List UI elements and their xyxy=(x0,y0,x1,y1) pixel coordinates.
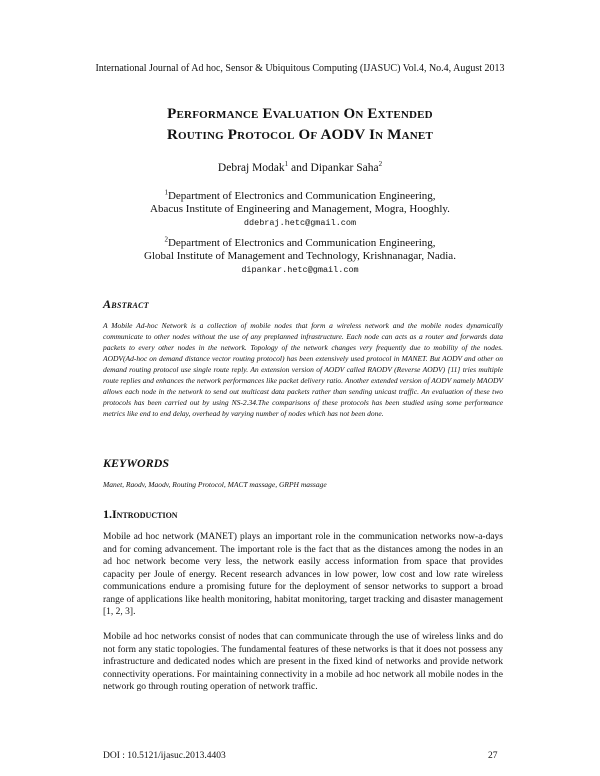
affiliation-2 xyxy=(0,237,600,277)
title-line-2: Routing Protocol Of AODV In Manet xyxy=(167,127,433,143)
section-title: Introduction xyxy=(112,507,178,521)
author-joiner: and xyxy=(291,162,308,174)
affiliation-department: Department of Electronics and Communication Engineering, xyxy=(167,190,436,202)
author-name: Dipankar Saha xyxy=(310,162,379,174)
affiliation-institute: Abacus Institute of Engineering and Management, Mogra, Hooghly. xyxy=(150,203,450,215)
page-number: 27 xyxy=(488,751,498,761)
author-email: ddebraj.hetc@gmail.com xyxy=(243,218,357,228)
author-name: Debraj Modak xyxy=(217,162,285,174)
affiliation-mark: 2 xyxy=(378,160,383,169)
paper-title xyxy=(0,104,600,146)
footer-doi: DOI : 10.5121/ijasuc.2013.4403 xyxy=(103,751,226,761)
affiliation-institute: Global Institute of Management and Technology, Krishnanagar, Nadia. xyxy=(144,250,456,262)
author-email: dipankar.hetc@gmail.com xyxy=(241,265,359,275)
section-heading-introduction xyxy=(103,507,178,522)
journal-header: International Journal of Ad hoc, Sensor & Ubiquitous Computing (IJASUC) Vol.4, No.4, August 2013 xyxy=(95,63,505,74)
affiliation-mark: 2 xyxy=(164,235,168,244)
affiliation-mark: 1 xyxy=(284,160,289,169)
body-paragraph: Mobile ad hoc network (MANET) plays an important role in the communication networks now-a-days and for coming advancement. The important role is the fact that as the distances among the nodes in an ad hoc network become very less, the network easily access information from space that provides capacity per Joule of energy. Recent research advances in low power, low cost and low rate wireless communications endure a promising future for the deployment of sensor networks to support a broad range of applications like health monitoring, habitat monitoring, target tracking and disaster management [1, 2, 3]. xyxy=(103,532,503,617)
keywords-heading: KEYWORDS xyxy=(103,456,170,470)
affiliation-department: Department of Electronics and Communication Engineering, xyxy=(167,237,436,249)
keywords-text: Manet, Raodv, Maodv, Routing Protocol, MACT massage, GRPH massage xyxy=(103,480,327,489)
author-list xyxy=(0,162,600,174)
title-line-1: Performance Evaluation On Extended xyxy=(167,106,433,122)
abstract-text: A Mobile Ad-hoc Network is a collection of mobile nodes that form a wireless network and the mobile nodes dynamically communicate to other nodes without the use of any preplanned infrastructure. Each node can acts as a router and forwards data packets to every other nodes in the network. Topology of the network changes very frequently due to mobility of the nodes. AODV(Ad-hoc on demand distance vector routing protocol) has been extensively used protocol in MANET. But AODV and other on demand routing protocol use single route reply. An extension version of AODV called RAODV (Reverse AODV) [11] tries multiple route replies and enhances the network performances like packet delivery ratio. Another extended version of AODV namely MAODV allows each node in the network to send out multicast data packets rather than sending unicast traffic. An evaluation of these two protocols has been carried out by using NS-2.34.The comparisons of these protocols has been studied using some performance metrics like end to end delay, overhead by varying number of nodes which has not been done. xyxy=(103,321,503,418)
body-paragraph: Mobile ad hoc networks consist of nodes that can communicate through the use of wireless links and do not form any static topologies. The fundamental features of these networks is that it does not possess any infrastructure and dedicated nodes which are present in the fixed kind of networks and provide network connectivity operations. For maintaining connectivity in a mobile ad hoc network all mobile nodes in the network go through routing operation of network traffic. xyxy=(103,632,503,692)
affiliation-mark: 1 xyxy=(164,188,168,197)
section-number: 1. xyxy=(103,507,112,521)
affiliation-1 xyxy=(0,190,600,230)
abstract-heading: Abstract xyxy=(103,297,149,311)
